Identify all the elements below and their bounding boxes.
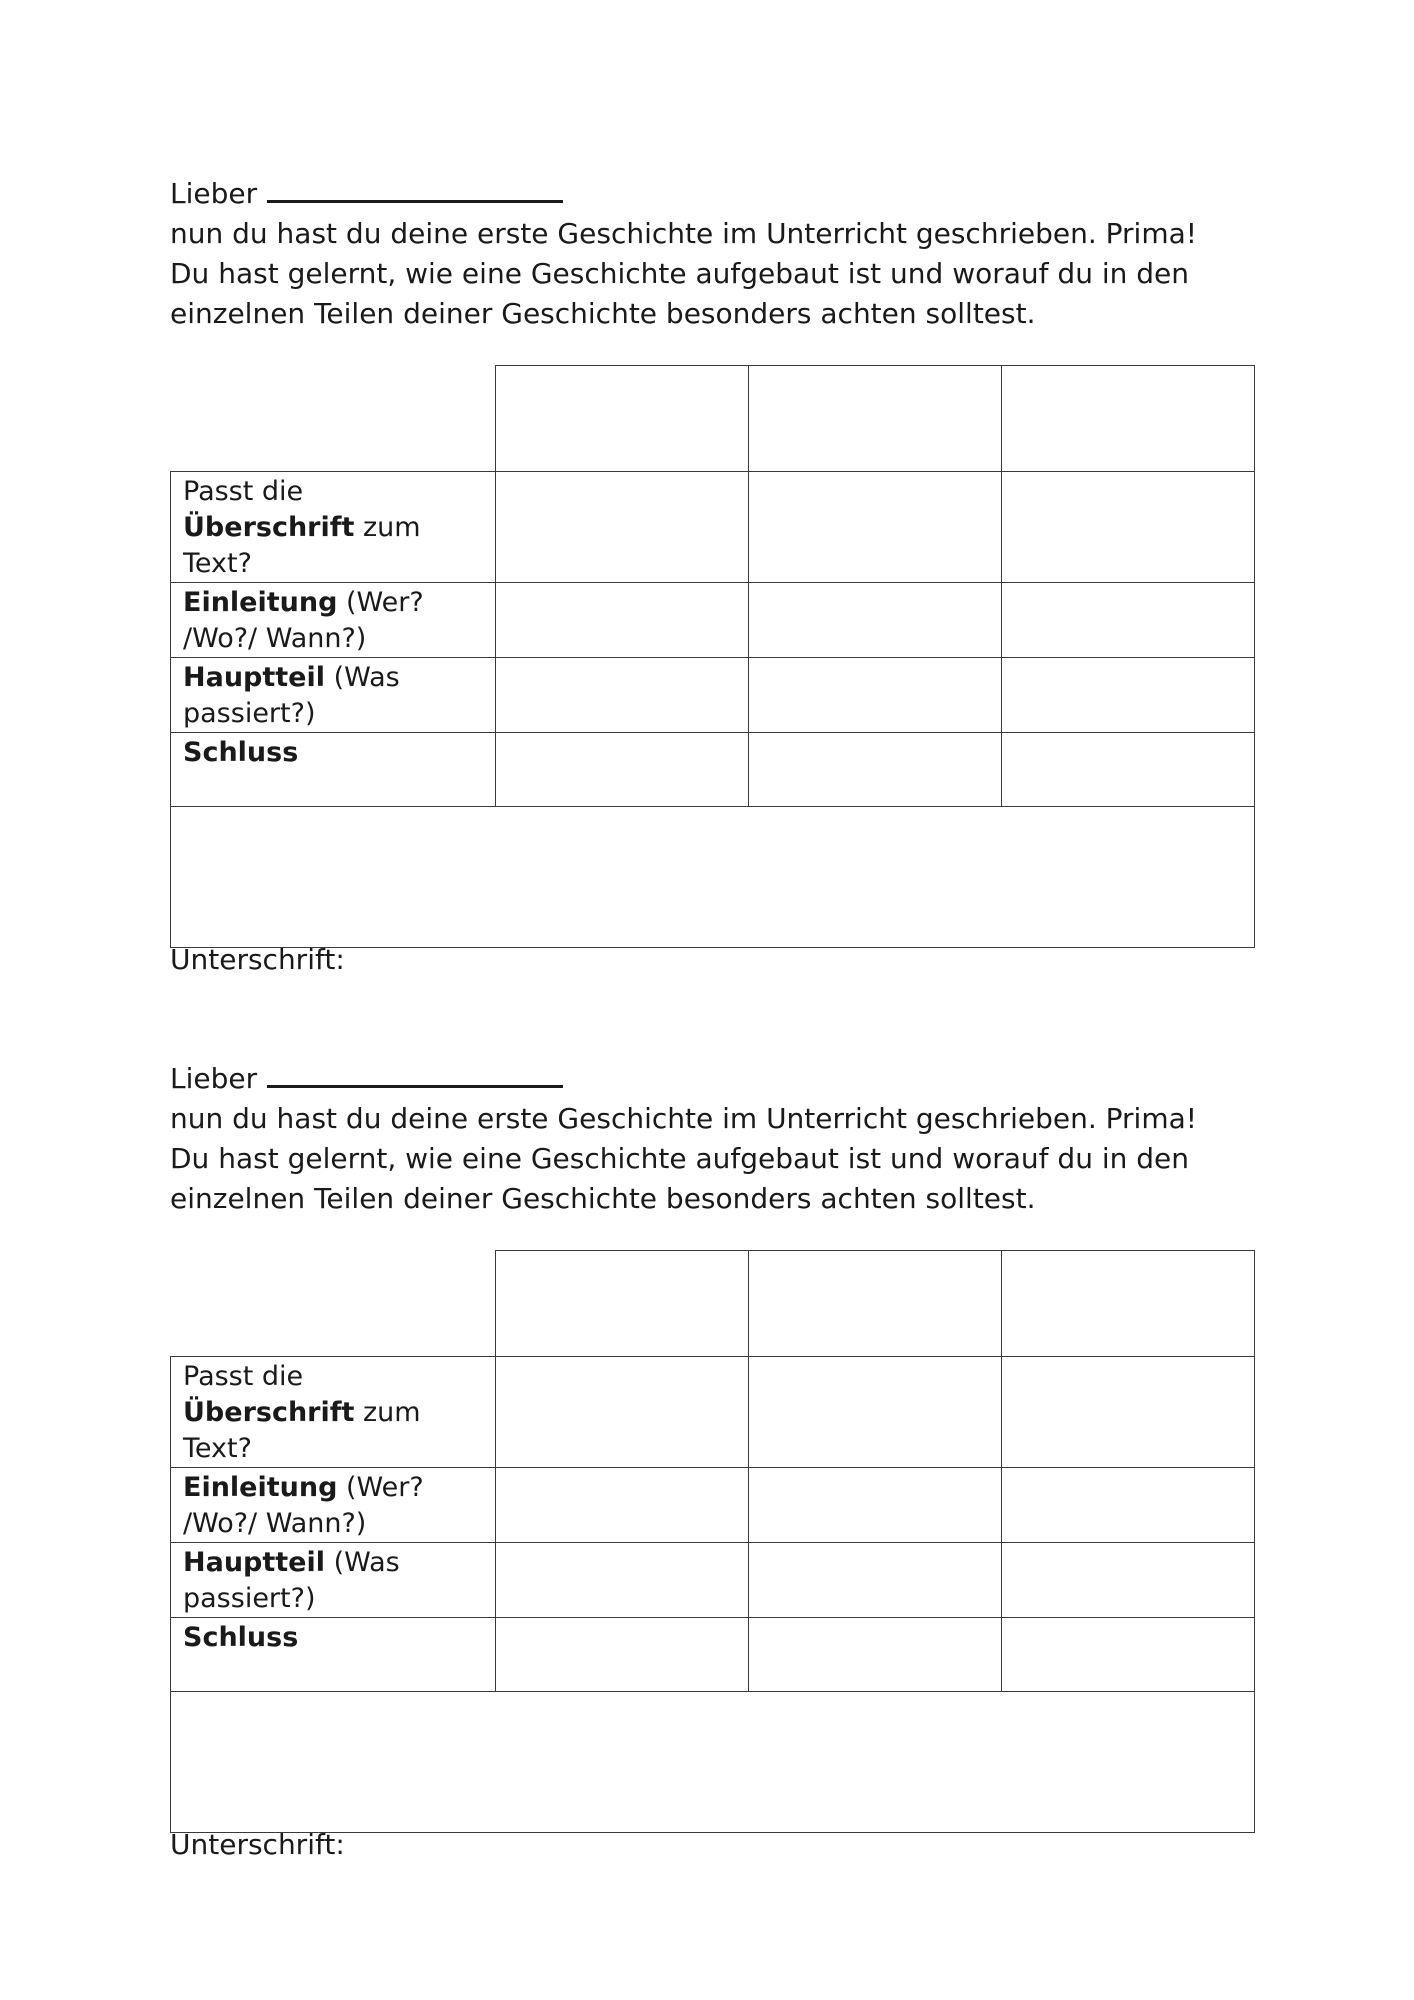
rating-header-3[interactable]	[1002, 1251, 1255, 1357]
rating-cell[interactable]	[1002, 1357, 1255, 1468]
rating-cell[interactable]	[1002, 583, 1255, 658]
rating-cell[interactable]	[749, 658, 1002, 733]
letter-text	[170, 1055, 1254, 1219]
evaluation-table	[170, 1250, 1255, 1833]
rating-header-3[interactable]	[1002, 366, 1255, 472]
intro-line-2: Du hast gelernt, wie eine Geschichte aufgebaut ist und worauf du in den	[170, 257, 1190, 290]
corner-cell	[171, 1251, 496, 1357]
rating-cell[interactable]	[1002, 472, 1255, 583]
rating-cell[interactable]	[1002, 733, 1255, 807]
table-row	[171, 1468, 1255, 1543]
rating-cell[interactable]	[1002, 1618, 1255, 1692]
intro-line-2: Du hast gelernt, wie eine Geschichte aufgebaut ist und worauf du in den	[170, 1142, 1190, 1175]
salutation-line	[170, 170, 1254, 214]
rating-cell[interactable]	[749, 472, 1002, 583]
letter-text	[170, 170, 1254, 334]
rating-cell[interactable]	[1002, 1543, 1255, 1618]
salutation: Lieber	[170, 1062, 258, 1095]
evaluation-table	[170, 365, 1255, 948]
rating-cell[interactable]	[496, 733, 749, 807]
criterion-cell: Hauptteil (Was passiert?)	[171, 1543, 496, 1618]
criterion-cell: Hauptteil (Was passiert?)	[171, 658, 496, 733]
signature-label: Unterschrift:	[170, 943, 345, 976]
intro-line-1: nun du hast du deine erste Geschichte im Unterricht geschrieben. Prima!	[170, 217, 1197, 250]
feedback-form-1	[170, 170, 1254, 976]
comment-row	[171, 807, 1255, 948]
comment-box[interactable]	[171, 1692, 1255, 1833]
rating-cell[interactable]	[496, 583, 749, 658]
salutation: Lieber	[170, 177, 258, 210]
rating-cell[interactable]	[1002, 658, 1255, 733]
intro-line-3: einzelnen Teilen deiner Geschichte besonders achten solltest.	[170, 297, 1036, 330]
rating-cell[interactable]	[749, 1618, 1002, 1692]
criterion-cell: Einleitung (Wer? /Wo?/ Wann?)	[171, 583, 496, 658]
table-header-row	[171, 1251, 1255, 1357]
rating-cell[interactable]	[496, 658, 749, 733]
rating-header-2[interactable]	[749, 366, 1002, 472]
rating-header-1[interactable]	[496, 366, 749, 472]
rating-cell[interactable]	[496, 1468, 749, 1543]
rating-cell[interactable]	[496, 472, 749, 583]
rating-cell[interactable]	[749, 733, 1002, 807]
intro-line-1: nun du hast du deine erste Geschichte im Unterricht geschrieben. Prima!	[170, 1102, 1197, 1135]
criterion-cell: Passt die Überschrift zum Text?	[171, 1357, 496, 1468]
table-row	[171, 1543, 1255, 1618]
intro-line-3: einzelnen Teilen deiner Geschichte besonders achten solltest.	[170, 1182, 1036, 1215]
rating-cell[interactable]	[496, 1543, 749, 1618]
table-row	[171, 1618, 1255, 1692]
table-row	[171, 1357, 1255, 1468]
table-row	[171, 583, 1255, 658]
rating-cell[interactable]	[749, 583, 1002, 658]
rating-cell[interactable]	[749, 1357, 1002, 1468]
salutation-line	[170, 1055, 1254, 1099]
criterion-cell: Einleitung (Wer? /Wo?/ Wann?)	[171, 1468, 496, 1543]
criterion-cell: Schluss	[171, 733, 496, 807]
feedback-form-2	[170, 1055, 1254, 1861]
corner-cell	[171, 366, 496, 472]
rating-cell[interactable]	[749, 1543, 1002, 1618]
rating-cell[interactable]	[1002, 1468, 1255, 1543]
criterion-cell: Schluss	[171, 1618, 496, 1692]
name-blank[interactable]	[267, 170, 563, 203]
rating-cell[interactable]	[496, 1618, 749, 1692]
criterion-cell: Passt die Überschrift zum Text?	[171, 472, 496, 583]
rating-header-2[interactable]	[749, 1251, 1002, 1357]
rating-cell[interactable]	[749, 1468, 1002, 1543]
rating-header-1[interactable]	[496, 1251, 749, 1357]
table-header-row	[171, 366, 1255, 472]
name-blank[interactable]	[267, 1055, 563, 1088]
signature-label: Unterschrift:	[170, 1828, 345, 1861]
table-row	[171, 658, 1255, 733]
table-row	[171, 472, 1255, 583]
table-row	[171, 733, 1255, 807]
comment-box[interactable]	[171, 807, 1255, 948]
comment-row	[171, 1692, 1255, 1833]
rating-cell[interactable]	[496, 1357, 749, 1468]
